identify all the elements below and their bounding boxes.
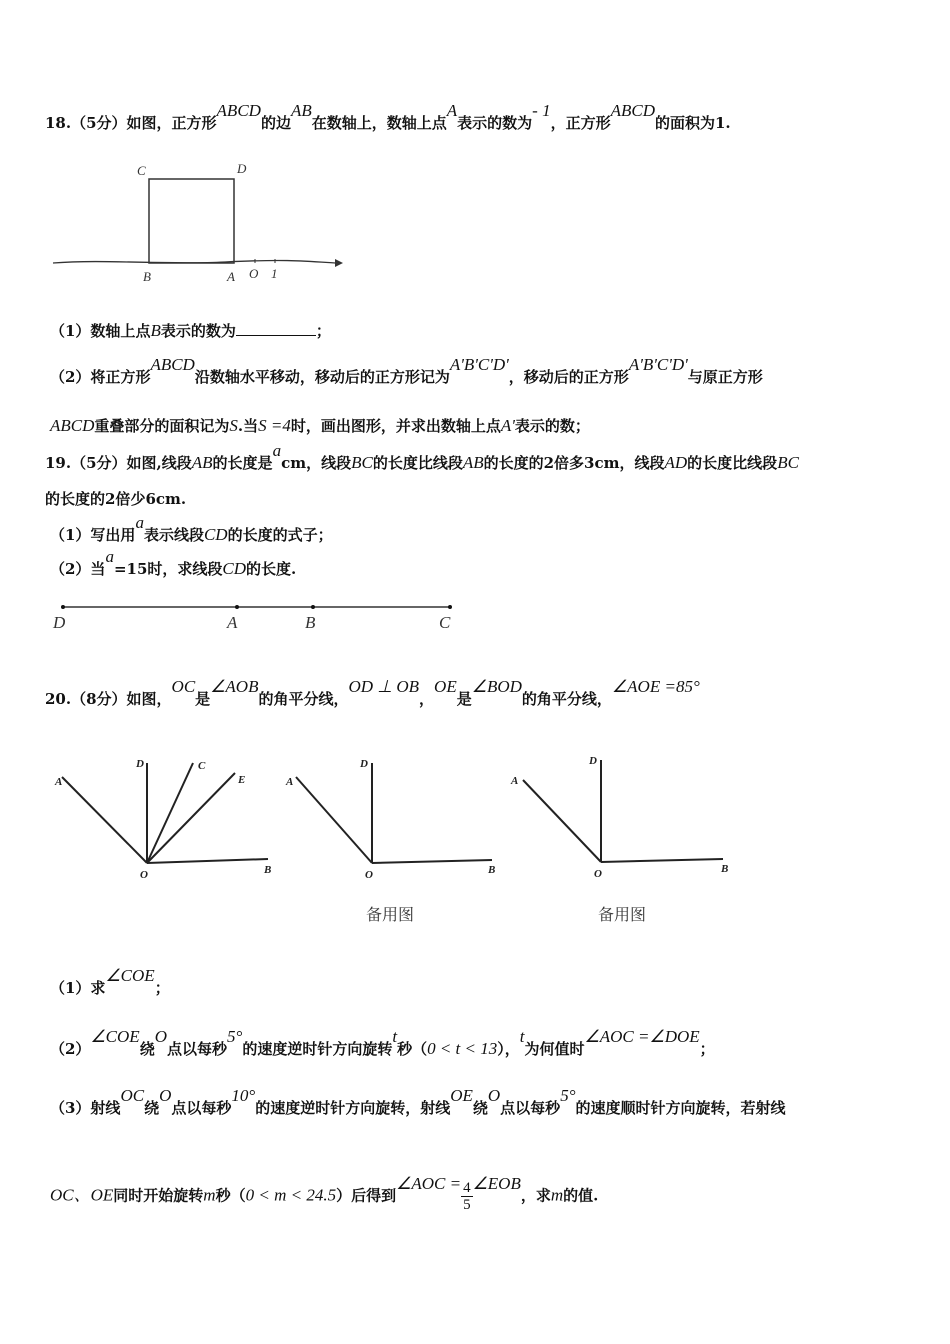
q18-sub1-text: （1）数轴上点 [50, 322, 151, 340]
q19-stem-line2: 的长度的2倍少6cm. [45, 490, 187, 508]
math-bc: BC [777, 453, 799, 472]
q20-sub3-text: 的速度顺时针方向旋转，若射线 [575, 1099, 786, 1117]
label-c: C [137, 163, 146, 178]
q18-sub1-text: 表示的数为 [160, 322, 236, 340]
math-a-prime-square: A'B'C'D' [628, 355, 688, 374]
math-abcd: ABCD [216, 101, 261, 120]
q19-text: 19.（5分）如图,线段 [45, 454, 192, 472]
ray-ob [601, 859, 723, 862]
math-m: m [550, 1185, 564, 1205]
ray-oe [147, 773, 235, 863]
math-angle-eob: ∠EOB [472, 1173, 521, 1193]
q20-text: 的角平分线， [258, 690, 349, 708]
q19-text: 的长度是 [212, 454, 273, 472]
math-bc: BC [351, 453, 373, 472]
math-neg-one: - 1 [532, 101, 551, 120]
q18-sub2-text: .当 [237, 417, 259, 435]
q19-text: 的长度的2倍多3cm，线段 [483, 454, 665, 472]
q20-sub3-line2 [50, 1173, 599, 1213]
label-a: A [55, 776, 63, 788]
math-oc: OC [171, 677, 196, 696]
q20-sub3 [50, 1086, 786, 1118]
q20-sub3-text: 的速度逆时针方向旋转，射线 [255, 1099, 451, 1117]
q18-sub2-text: 沿数轴水平移动，移动后的正方形记为 [194, 368, 450, 386]
point-c [448, 605, 452, 609]
q18-sub2-text: 与原正方形 [687, 368, 763, 386]
math-ab: AB [290, 101, 312, 120]
q18-text: 在数轴上，数轴上点 [311, 114, 447, 132]
math-angle-aoc-eq: ∠AOC = [396, 1173, 462, 1193]
math-b: B [150, 321, 161, 340]
q18-sub1 [50, 320, 331, 341]
q20-figure-2 [280, 755, 510, 885]
math-angle-aob: ∠AOB [210, 677, 259, 696]
label-one: 1 [271, 266, 278, 281]
math-oe: OE [450, 1086, 473, 1105]
q18-sub2-text: ，移动后的正方形 [508, 368, 629, 386]
q18-text: 18.（5分）如图，正方形 [45, 114, 217, 132]
label-a: A [286, 776, 294, 788]
fraction-numerator: 4 [463, 1180, 471, 1196]
q20-sub2-text: ）， [497, 1040, 520, 1058]
q19-sub2-text: （2）当 [50, 560, 106, 578]
label-o: O [140, 869, 148, 881]
math-m: m [203, 1185, 216, 1205]
q20-sub3-text: 绕 [144, 1099, 160, 1117]
q18-stem [45, 101, 731, 133]
q20-sub3-text: 点以每秒 [171, 1099, 232, 1117]
label-c: C [198, 760, 206, 772]
math-a-prime-square: A'B'C'D' [449, 355, 509, 374]
label-e: E [238, 774, 246, 786]
q18-sub2-text: （2）将正方形 [50, 368, 151, 386]
q20-sub2-text: 绕 [139, 1040, 155, 1058]
q19-text: 的长度比线段 [372, 454, 463, 472]
label-b: B [264, 864, 272, 876]
label-b: B [143, 269, 151, 284]
q19-stem [45, 441, 799, 473]
math-s: S [229, 416, 238, 435]
math-ad: AD [664, 453, 688, 472]
ray-ob [147, 859, 268, 863]
label-o: O [249, 266, 259, 281]
q20-sub1-text: （1）求 [50, 979, 106, 997]
label-d: D [136, 758, 144, 770]
math-a-prime: A' [500, 416, 515, 435]
math-od-perp-ob: OD ⊥ OB [348, 677, 420, 696]
q20-sub1 [50, 966, 170, 998]
q19-text: cm，线段 [281, 454, 352, 472]
q20-text: 是 [456, 690, 472, 708]
q20-sub2-text: 为何值时 [524, 1040, 585, 1058]
math-m-range: 0 < m < 24.5 [245, 1185, 337, 1205]
point-b [311, 605, 315, 609]
label-a: A [227, 613, 238, 632]
q20-sub3-text: 的值. [563, 1186, 599, 1205]
q20-sub3-text: （3）射线 [50, 1099, 121, 1117]
math-angle-bod: ∠BOD [471, 677, 522, 696]
q20-sub3-text: ）后得到 [336, 1186, 397, 1205]
q20-sub3-text: 同时开始旋转 [113, 1186, 204, 1205]
point-d [61, 605, 65, 609]
ray-oc [147, 763, 193, 863]
q20-sub3-text: 绕 [472, 1099, 488, 1117]
q20-text: ， [419, 690, 435, 708]
math-o: O [159, 1086, 172, 1105]
label-d: D [53, 613, 66, 632]
label-b: B [488, 864, 496, 876]
math-s-eq-4: S =4 [258, 416, 291, 435]
ray-ob [372, 860, 492, 863]
q19-sub2 [50, 547, 297, 579]
q20-sub3-text: 秒（ [215, 1186, 246, 1205]
ray-oa [523, 780, 601, 862]
q20-text: 20.（8分）如图， [45, 690, 172, 708]
math-oc: OC [120, 1086, 145, 1105]
q20-text: 的角平分线， [521, 690, 612, 708]
q19-sub2-text: 的长度. [246, 560, 297, 578]
math-fraction-four-fifths [461, 1180, 473, 1213]
math-abcd: ABCD [50, 416, 95, 435]
math-ab: AB [462, 453, 484, 472]
q19-figure-segment [45, 595, 465, 635]
q18-sub2-text: 表示的数； [514, 417, 590, 435]
q20-sub3-text: 点以每秒 [500, 1099, 561, 1117]
q20-sub3-text: ，求 [520, 1186, 551, 1205]
math-a: A [446, 101, 458, 120]
q20-sub2 [50, 1027, 715, 1059]
label-b: B [305, 613, 316, 632]
caption-spare-figure-1: 备用图 [366, 905, 415, 924]
math-ab: AB [191, 453, 213, 472]
math-5-deg: 5° [560, 1086, 576, 1105]
caption-spare-figure-2: 备用图 [598, 905, 647, 924]
q18-text: ，正方形 [550, 114, 611, 132]
math-a: a [135, 513, 144, 532]
label-a: A [227, 269, 235, 284]
q20-sub2-text: ； [699, 1040, 715, 1058]
q19-sub1-text: 表示线段 [143, 526, 204, 544]
q20-sub2-text: 点以每秒 [166, 1040, 227, 1058]
q19-sub1-text: （1）写出用 [50, 526, 136, 544]
math-abcd: ABCD [150, 355, 195, 374]
q20-sub2-text: 的速度逆时针方向旋转 [242, 1040, 393, 1058]
math-angle-aoe-eq-85: ∠AOE =85° [611, 677, 700, 696]
label-c: C [439, 613, 451, 632]
math-o: O [487, 1086, 501, 1105]
label-o: O [594, 868, 602, 880]
label-a: A [511, 775, 519, 787]
math-angle-coe: ∠COE [90, 1027, 140, 1046]
label-d: D [360, 758, 368, 770]
q18-sub2-text: 时，画出图形，并求出数轴上点 [290, 417, 501, 435]
math-cd: CD [222, 559, 247, 578]
q20-text: 是 [195, 690, 211, 708]
point-a [235, 605, 239, 609]
q20-sub2-text: （2） [50, 1040, 91, 1058]
q20-sub1-text: ； [154, 979, 170, 997]
math-5-deg: 5° [227, 1027, 243, 1046]
ray-oa [62, 777, 147, 863]
q18-sub1-text: ； [315, 322, 331, 340]
q19-sub1 [50, 513, 333, 545]
q18-text: 的面积为1. [654, 114, 731, 132]
q19-sub1-text: 的长度的式子； [227, 526, 333, 544]
answer-blank[interactable] [236, 321, 316, 336]
math-o: O [154, 1027, 167, 1046]
math-oc-oe: OC、OE [50, 1185, 114, 1205]
math-a: a [105, 547, 114, 566]
label-d: D [589, 755, 597, 767]
q18-sub2-line2 [50, 415, 590, 436]
q19-sub2-text: =15时，求线段 [113, 560, 223, 578]
label-o: O [365, 869, 373, 881]
q18-text: 的边 [260, 114, 291, 132]
math-10-deg: 10° [231, 1086, 256, 1105]
math-angle-equation: ∠AOC =∠DOE [584, 1027, 700, 1046]
math-a: a [272, 441, 282, 460]
label-b: B [721, 863, 729, 875]
square-abcd [149, 179, 234, 263]
fraction-denominator: 5 [463, 1197, 471, 1213]
math-oe: OE [434, 677, 457, 696]
q18-sub2-text: 重叠部分的面积记为 [94, 417, 230, 435]
q18-figure-square-number-line [45, 155, 355, 290]
q19-text: 的长度比线段 [687, 454, 778, 472]
arrow-icon [335, 259, 343, 267]
math-t: t [519, 1027, 525, 1046]
math-cd: CD [203, 525, 228, 544]
label-d: D [237, 161, 247, 176]
ray-oa [296, 777, 372, 863]
math-abcd: ABCD [610, 101, 655, 120]
q20-figure-3 [505, 752, 745, 882]
q18-sub2 [50, 355, 763, 387]
math-t-range: 0 < t < 13 [427, 1039, 498, 1058]
math-t: t [392, 1027, 398, 1046]
q20-stem [45, 677, 700, 709]
q20-sub2-text: 秒（ [397, 1040, 428, 1058]
q18-text: 表示的数为 [457, 114, 533, 132]
math-angle-coe: ∠COE [105, 966, 155, 985]
q20-figure-1 [50, 755, 280, 885]
